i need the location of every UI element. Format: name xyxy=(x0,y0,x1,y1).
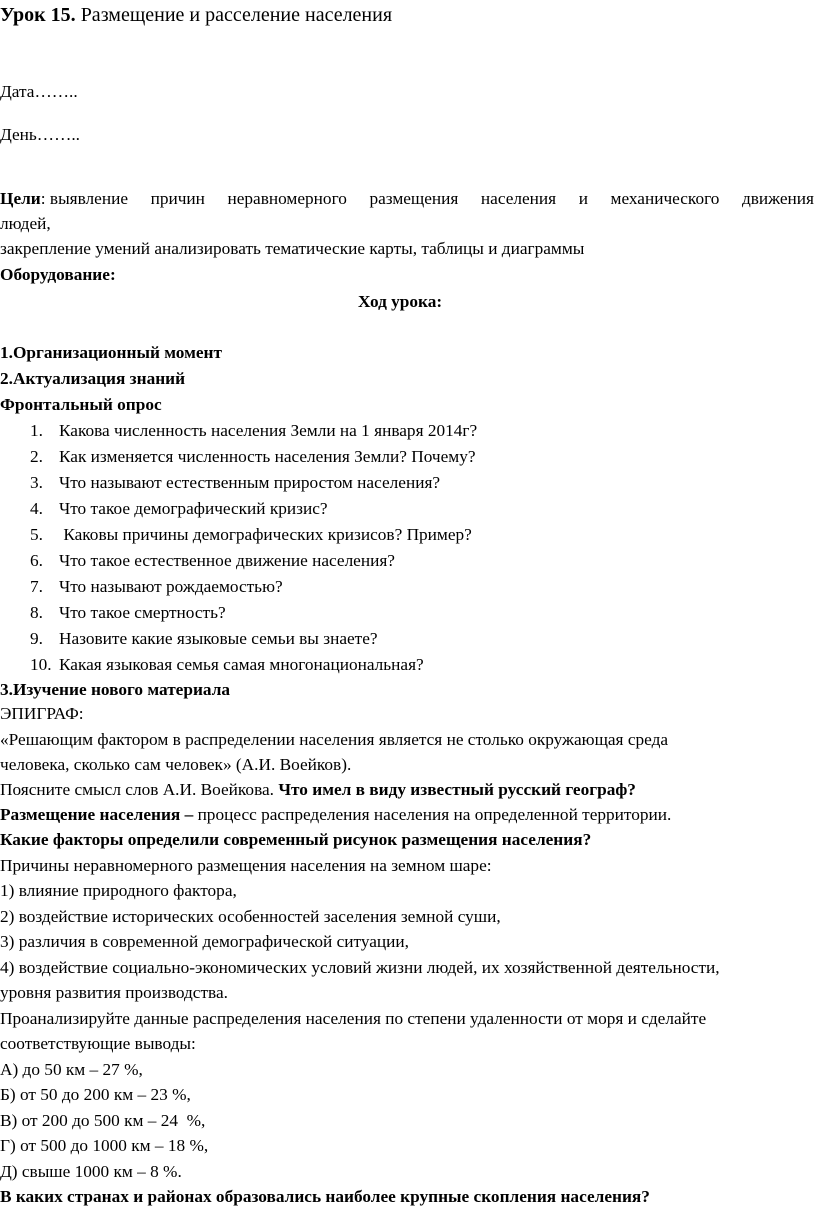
section-1-heading: 1.Организационный момент xyxy=(0,343,222,362)
question-text: Что такое демографический кризис? xyxy=(59,499,328,518)
reason-item: 2) воздействие исторических особенностей заселения земной суши, xyxy=(0,907,501,926)
reason-item: 1) влияние природного фактора, xyxy=(0,881,237,900)
date-line: Дата…….. xyxy=(0,82,78,101)
analyze-line-1: Проанализируйте данные распределения населения по степени удаленности от моря и сделайте xyxy=(0,1009,707,1028)
question-text: Как изменяется численность населения Земли? Почему? xyxy=(59,447,476,466)
question-number: 7. xyxy=(30,577,43,596)
question-text: Что такое смертность? xyxy=(59,603,226,622)
question-number: 9. xyxy=(30,629,43,648)
distance-item: Б) от 50 до 200 км – 23 %, xyxy=(0,1085,191,1104)
question-number: 5. xyxy=(30,525,43,544)
question-text: Какая языковая семья самая многонациональная? xyxy=(59,655,424,674)
question-text: Что называют рождаемостью? xyxy=(59,577,283,596)
goals-first-word xyxy=(0,188,128,210)
placement-text: процесс распределения населения на определенной территории. xyxy=(197,805,672,824)
question-number: 10. xyxy=(30,655,52,674)
goals-word: : xyxy=(40,189,46,208)
goals-word: движения xyxy=(741,189,814,208)
goals-word: выявление xyxy=(49,189,129,208)
epigraph-quote-line-1: «Решающим фактором в распределении населения является не столько окружающая среда xyxy=(0,730,669,749)
explain-text: Поясните смысл слов А.И. Воейкова. xyxy=(0,780,279,799)
section-2-heading: 2.Актуализация знаний xyxy=(0,369,186,388)
question-text: Каковы причины демографических кризисов? Пример? xyxy=(59,525,472,544)
goals-line-1 xyxy=(0,188,814,210)
lesson-heading xyxy=(0,4,392,26)
goals-word: населения xyxy=(480,189,557,208)
goals-word: механического xyxy=(610,189,720,208)
question-text: Какова численность населения Земли на 1 января 2014г? xyxy=(59,421,478,440)
day-line: День…….. xyxy=(0,125,81,144)
goals-word: и xyxy=(578,189,588,208)
question-text: Назовите какие языковые семьи вы знаете? xyxy=(59,629,378,648)
goals-label: Цели xyxy=(0,189,41,208)
question-number: 3. xyxy=(30,473,43,492)
explain-line xyxy=(0,779,636,801)
equipment-label: Оборудование: xyxy=(0,265,116,284)
distance-item: В) от 200 до 500 км – 24 %, xyxy=(0,1111,206,1130)
frontal-survey-heading: Фронтальный опрос xyxy=(0,395,162,414)
distance-item: Г) от 500 до 1000 км – 18 %, xyxy=(0,1136,209,1155)
placement-definition xyxy=(0,804,671,826)
reason-item: 4) воздействие социально-экономических условий жизни людей, их хозяйственной деятельности, xyxy=(0,958,720,977)
goals-word: размещения xyxy=(369,189,459,208)
goals-line-2: людей, xyxy=(0,214,51,233)
question-number: 1. xyxy=(30,421,43,440)
placement-term: Размещение населения – xyxy=(0,805,198,824)
question-number: 2. xyxy=(30,447,43,466)
lesson-number: Урок 15. xyxy=(0,4,76,26)
factors-question: Какие факторы определили современный рисунок размещения населения? xyxy=(0,830,592,849)
lesson-course-heading: Ход урока: xyxy=(358,292,443,311)
section-3-heading: 3.Изучение нового материала xyxy=(0,680,231,699)
question-number: 8. xyxy=(30,603,43,622)
explain-question: Что имел в виду известный русский географ? xyxy=(278,780,636,799)
distance-item: А) до 50 км – 27 %, xyxy=(0,1060,143,1079)
question-text: Что такое естественное движение населения? xyxy=(59,551,395,570)
reason-item-continued: уровня развития производства. xyxy=(0,983,228,1002)
distance-item: Д) свыше 1000 км – 8 %. xyxy=(0,1162,182,1181)
final-question: В каких странах и районах образовались наиболее крупные скопления населения? xyxy=(0,1187,650,1206)
question-text: Что называют естественным приростом населения? xyxy=(59,473,441,492)
reasons-intro: Причины неравномерного размещения населения на земном шаре: xyxy=(0,856,492,875)
reason-item: 3) различия в современной демографической ситуации, xyxy=(0,932,409,951)
lesson-title: Размещение и расселение населения xyxy=(75,4,393,26)
goals-line-3: закрепление умений анализировать тематические карты, таблицы и диаграммы xyxy=(0,239,585,258)
question-number: 6. xyxy=(30,551,43,570)
goals-word: причин xyxy=(150,189,205,208)
analyze-line-2: соответствующие выводы: xyxy=(0,1034,196,1053)
question-number: 4. xyxy=(30,499,43,518)
epigraph-label: ЭПИГРАФ: xyxy=(0,704,84,723)
epigraph-quote-line-2: человека, сколько сам человек» (А.И. Воейков). xyxy=(0,755,352,774)
goals-word: неравномерного xyxy=(227,189,347,208)
